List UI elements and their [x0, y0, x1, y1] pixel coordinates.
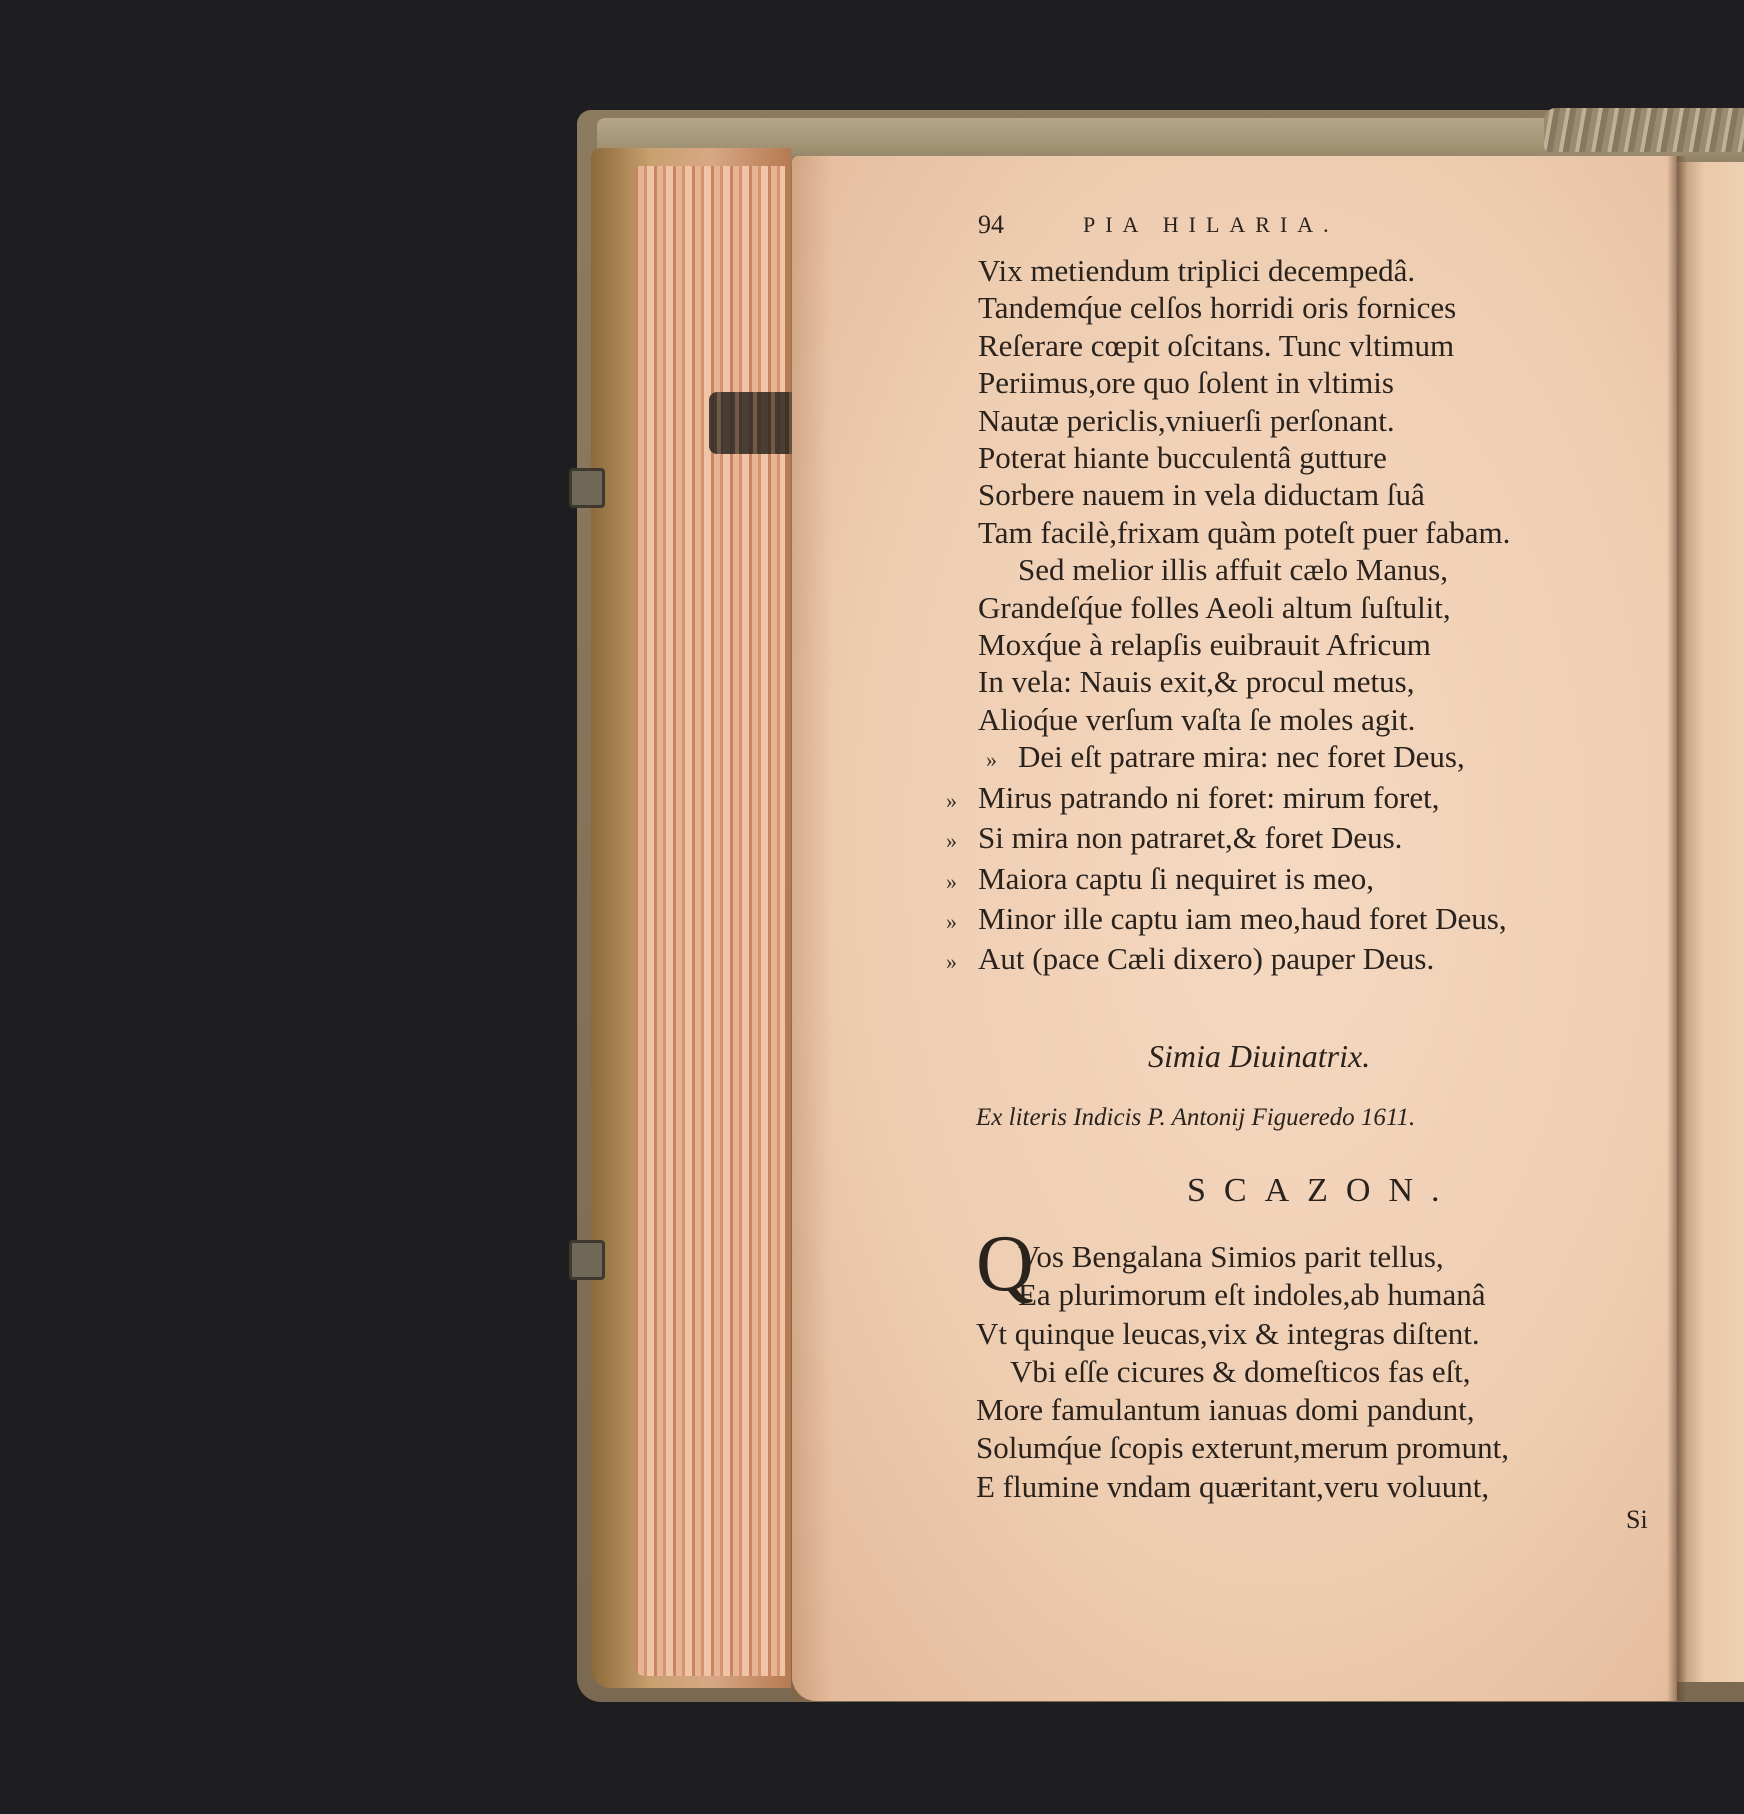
clasp-lower	[569, 1240, 605, 1280]
verse-line	[946, 779, 1618, 819]
verse-text: Si mira non patraret,& foret Deus.	[978, 820, 1403, 856]
fore-edge-ink-mark	[709, 392, 801, 454]
quotation-mark: »	[946, 828, 957, 854]
verse-text: Reſerare cœpit oſcitans. Tunc vltimum	[978, 327, 1455, 363]
poem-source: Ex literis Indicis P. Antonij Figueredo 1611.	[976, 1104, 1416, 1131]
catchword: Si	[1626, 1505, 1648, 1534]
quotation-mark: »	[946, 868, 957, 894]
verse-line	[978, 364, 1618, 401]
verse-line: E flumine vndam quæritant,veru voluunt,	[976, 1468, 1490, 1504]
verse-line: Vt quinque leucas,vix & integras diſtent.	[976, 1315, 1480, 1351]
verse-line	[946, 819, 1618, 859]
verse-line	[978, 626, 1618, 663]
verse-text: Mirus patrando ni foret: mirum foret,	[978, 779, 1440, 815]
verse-line: More famulantum ianuas domi pandunt,	[976, 1392, 1475, 1428]
poem-title: Simia Diuinatrix.	[1148, 1038, 1371, 1074]
verse-line: Solumq́ue ſcopis exterunt,merum promunt,	[976, 1430, 1509, 1466]
verse-text: Aut (pace Cæli dixero) pauper Deus.	[978, 941, 1435, 977]
verse-text: Dei eſt patrare mira: nec foret Deus,	[1018, 739, 1465, 775]
verse-line	[978, 551, 1618, 588]
verse-text: Poterat hiante bucculentâ gutture	[978, 440, 1387, 476]
verse-text: Nautæ periclis,vniuerſi perſonant.	[978, 402, 1395, 438]
running-title: PIA HILARIA.	[1083, 212, 1339, 237]
verse-line	[946, 860, 1618, 900]
verse-text: Periimus,ore quo ſolent in vltimis	[978, 365, 1394, 401]
quotation-mark: »	[946, 787, 957, 813]
verse-line	[946, 900, 1618, 940]
verse-line: Vbi eſſe cicures & domeſticos fas eſt,	[1010, 1353, 1471, 1389]
verse-text: In vela: Nauis exit,& procul metus,	[978, 664, 1415, 700]
verse-line	[978, 327, 1618, 364]
verse-block-1	[946, 252, 1618, 981]
verse-line	[978, 439, 1618, 476]
verse-block-2	[976, 1238, 1616, 1506]
verse-line: Ea plurimorum eſt indoles,ab humanâ	[1018, 1277, 1486, 1313]
right-page-edge	[1677, 162, 1744, 1682]
verse-line	[978, 476, 1618, 513]
verse-line	[978, 289, 1618, 326]
drop-cap: Q	[976, 1220, 1034, 1308]
page-shadow	[792, 156, 832, 1701]
verse-text: Tam facilè,frixam quàm poteſt puer fabam.	[978, 514, 1511, 550]
verse-text: Vix metiendum triplici decempedâ.	[978, 253, 1416, 288]
verse-text: Alioq́ue verſum vaſta ſe moles agit.	[978, 701, 1416, 737]
verse-line: Vos Bengalana Simios parit tellus,	[1018, 1239, 1444, 1274]
verse-line	[978, 663, 1618, 700]
verse-line	[978, 738, 1618, 778]
verse-line	[978, 589, 1618, 626]
poem-meter: SCAZON.	[1187, 1172, 1458, 1209]
verse-line	[946, 940, 1618, 980]
verse-text: Moxq́ue à relapſis euibrauit Africum	[978, 627, 1431, 663]
gutter	[1667, 156, 1687, 1701]
verse-text: Maiora captu ſi nequiret is meo,	[978, 860, 1374, 896]
verse-line	[978, 701, 1618, 738]
verse-text: Sed melior illis affuit cælo Manus,	[1018, 552, 1448, 588]
quotation-mark: »	[946, 908, 957, 934]
verse-text: Tandemq́ue celſos horridi oris fornices	[978, 290, 1457, 326]
verse-text: Grandeſq́ue folles Aeoli altum ſuſtulit,	[978, 589, 1451, 625]
clasp-upper	[569, 468, 605, 508]
verse-text: Sorbere nauem in vela diductam ſuâ	[978, 477, 1425, 513]
page-number: 94	[978, 210, 1004, 239]
verse-text: Minor ille captu iam meo,haud foret Deus,	[978, 900, 1507, 936]
spine-headcap	[1544, 108, 1744, 152]
verse-line	[978, 514, 1618, 551]
quotation-mark: »	[946, 949, 957, 975]
verse-line	[978, 252, 1618, 289]
verse-line	[978, 402, 1618, 439]
quotation-mark: »	[986, 747, 997, 773]
